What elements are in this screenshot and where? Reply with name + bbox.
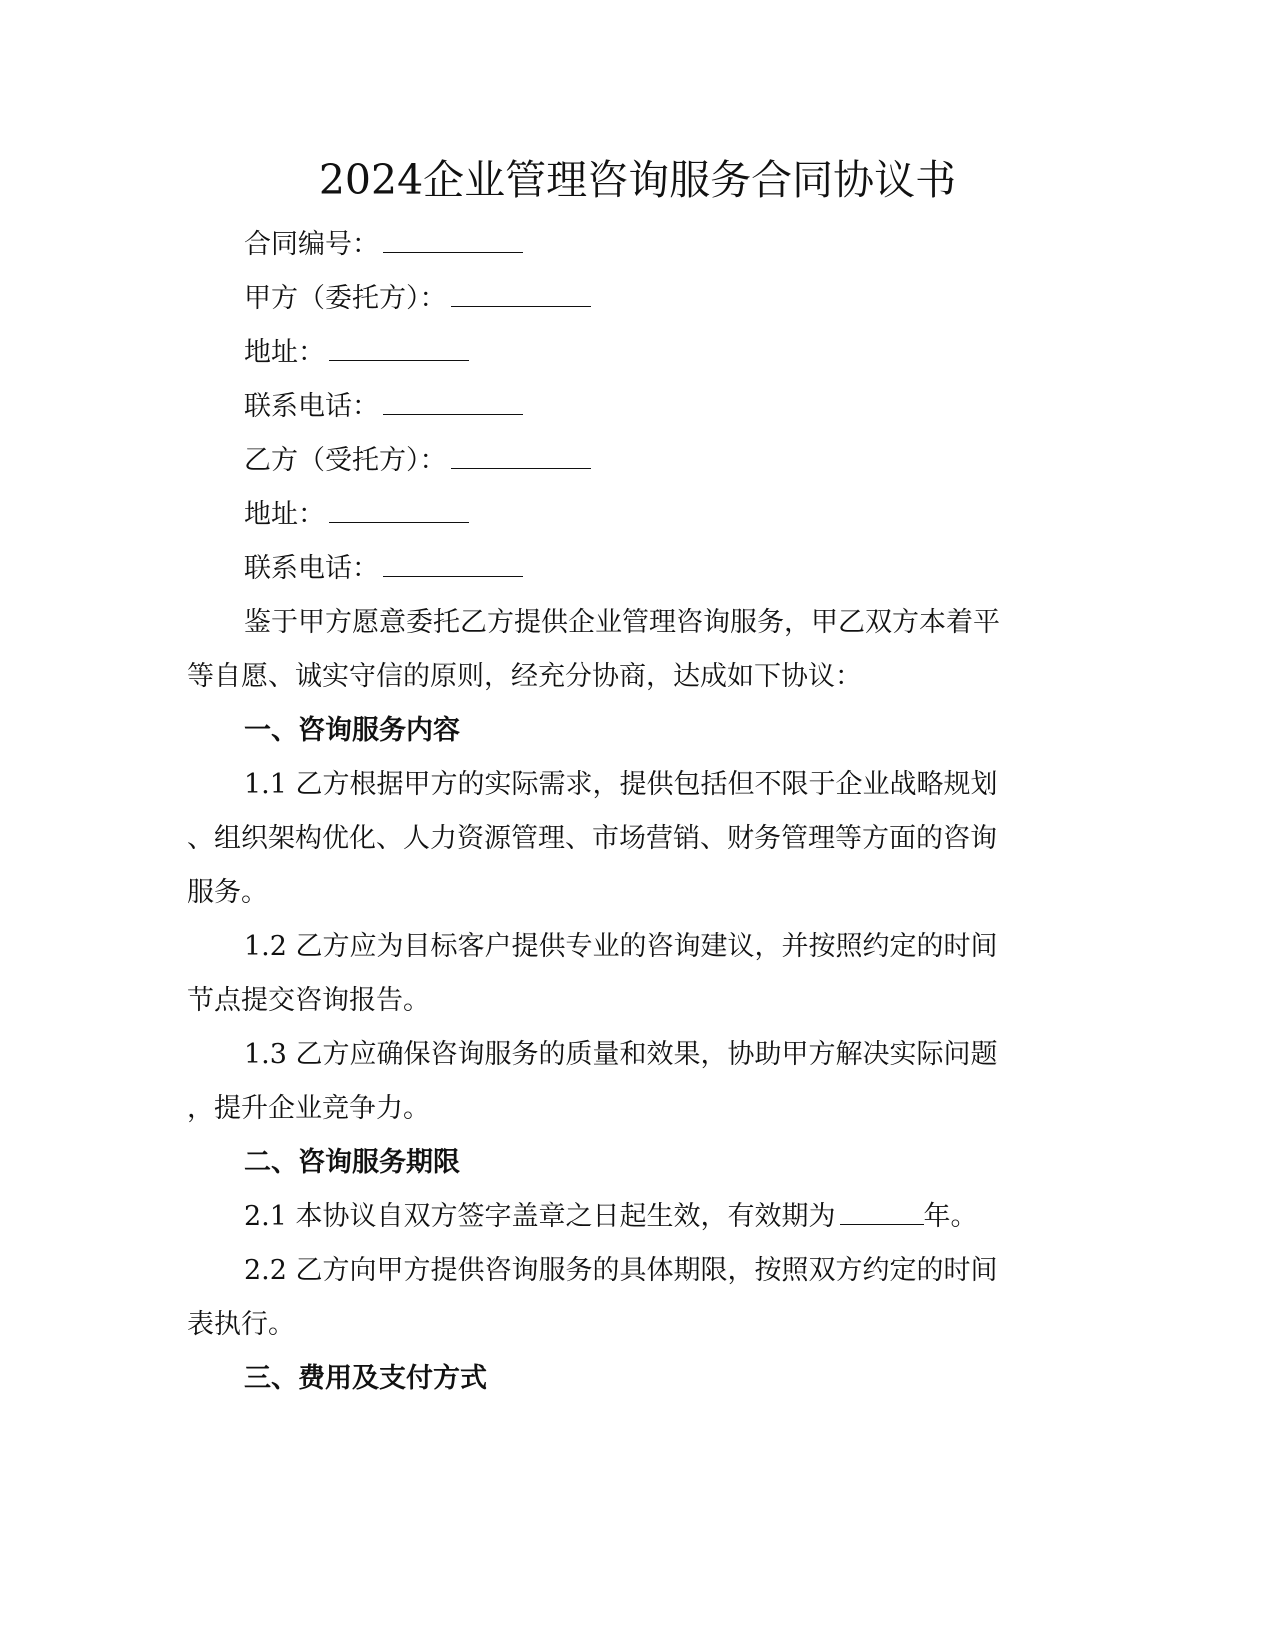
- field-label: 地址：: [244, 499, 325, 530]
- field-label: 联系电话：: [244, 553, 379, 584]
- clause-1-1-line-1: 1.1 乙方根据甲方的实际需求，提供包括但不限于企业战略规划: [244, 769, 998, 800]
- field-party-a: [187, 270, 1124, 327]
- field-party-a-phone: [187, 378, 1124, 435]
- field-party-b: [187, 432, 1124, 489]
- blank-line[interactable]: [329, 332, 469, 361]
- blank-line[interactable]: [451, 278, 591, 307]
- blank-line[interactable]: [840, 1196, 924, 1225]
- clause-2-1: [187, 1188, 1124, 1245]
- blank-line[interactable]: [383, 386, 523, 415]
- clause-1-1-line-2: 、组织架构优化、人力资源管理、市场营销、财务管理等方面的咨询: [187, 823, 997, 854]
- clause-text: 年。: [923, 1201, 978, 1232]
- field-party-b-address: [187, 486, 1124, 543]
- clause-1-2-line-2: 节点提交咨询报告。: [187, 985, 430, 1016]
- field-label: 联系电话：: [244, 391, 379, 422]
- section-heading: 三、费用及支付方式: [244, 1363, 487, 1394]
- clause-2-2-line-2: 表执行。: [187, 1309, 295, 1340]
- section-heading: 一、咨询服务内容: [244, 715, 460, 746]
- field-label: 乙方（受托方）：: [244, 445, 447, 476]
- clause-1-3-line-1: 1.3 乙方应确保咨询服务的质量和效果，协助甲方解决实际问题: [244, 1039, 998, 1070]
- field-label: 甲方（委托方）：: [244, 283, 447, 314]
- preamble-line-1: 鉴于甲方愿意委托乙方提供企业管理咨询服务，甲乙双方本着平: [244, 607, 1000, 638]
- field-label: 合同编号：: [244, 229, 379, 260]
- clause-2-2-line-1: 2.2 乙方向甲方提供咨询服务的具体期限，按照双方约定的时间: [244, 1255, 998, 1286]
- field-label: 地址：: [244, 337, 325, 368]
- field-party-a-address: [187, 324, 1124, 381]
- blank-line[interactable]: [383, 548, 523, 577]
- blank-line[interactable]: [451, 440, 591, 469]
- preamble-line-2: 等自愿、诚实守信的原则，经充分协商，达成如下协议：: [187, 661, 862, 692]
- document-title: 2024企业管理咨询服务合同协议书: [318, 156, 957, 204]
- section-heading: 二、咨询服务期限: [244, 1147, 460, 1178]
- clause-1-1-line-3: 服务。: [187, 877, 268, 908]
- blank-line[interactable]: [329, 494, 469, 523]
- clause-1-3-line-2: ，提升企业竞争力。: [187, 1093, 430, 1124]
- field-contract-number: [187, 216, 1124, 273]
- clause-text: 2.1 本协议自双方签字盖章之日起生效，有效期为: [244, 1201, 836, 1232]
- clause-1-2-line-1: 1.2 乙方应为目标客户提供专业的咨询建议，并按照约定的时间: [244, 931, 998, 962]
- field-party-b-phone: [187, 540, 1124, 597]
- blank-line[interactable]: [383, 224, 523, 253]
